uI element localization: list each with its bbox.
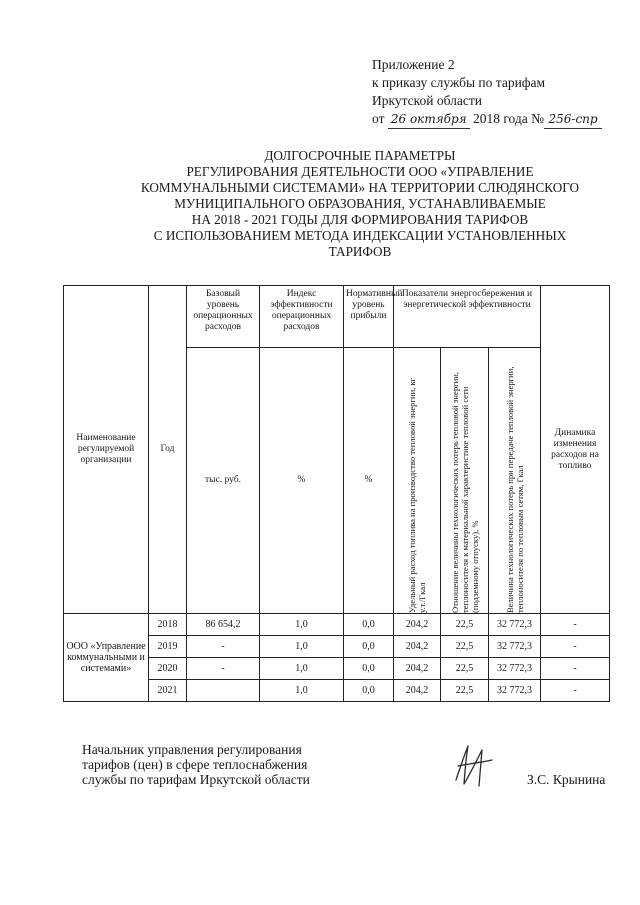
cell-index: 1,0 bbox=[260, 658, 344, 680]
appendix-date-line bbox=[372, 110, 634, 129]
cell-losses: 32 772,3 bbox=[489, 636, 541, 658]
title-line: ТАРИФОВ bbox=[328, 244, 392, 259]
cell-fuel: 204,2 bbox=[394, 614, 441, 636]
cell-profit: 0,0 bbox=[344, 614, 394, 636]
cell-base: - bbox=[187, 658, 260, 680]
signer-position-line: тарифов (цен) в сфере теплоснабжения bbox=[82, 757, 308, 772]
cell-year: 2019 bbox=[149, 636, 187, 658]
unit-profit: % bbox=[344, 348, 394, 614]
signer-name: З.С. Крынина bbox=[527, 772, 606, 787]
appendix-line-3: Иркутской области bbox=[372, 93, 483, 108]
cell-losses: 32 772,3 bbox=[489, 658, 541, 680]
cell-index: 1,0 bbox=[260, 636, 344, 658]
year-text: 2018 года № bbox=[472, 111, 545, 126]
cell-profit: 0,0 bbox=[344, 658, 394, 680]
handwritten-date: 26 октября bbox=[388, 110, 470, 129]
header-loss-ratio: Отношение величины технологических потерь тепловой энергии, теплоносителя к материальной характеристике тепловой сети (подземному отпуску), % bbox=[441, 348, 489, 614]
cell-ratio: 22,5 bbox=[441, 680, 489, 702]
cell-fuel: 204,2 bbox=[394, 636, 441, 658]
header-fuel-consumption: Удельный расход топлива на производство тепловой энергии, кг у.т./Гкал bbox=[394, 348, 441, 614]
from-prefix: от bbox=[372, 111, 385, 126]
cell-losses: 32 772,3 bbox=[489, 614, 541, 636]
cell-base bbox=[187, 680, 260, 702]
cell-base: - bbox=[187, 636, 260, 658]
appendix-line-1: Приложение 2 bbox=[372, 57, 455, 72]
cell-fuel: 204,2 bbox=[394, 680, 441, 702]
cell-dynamics: - bbox=[541, 680, 610, 702]
cell-profit: 0,0 bbox=[344, 680, 394, 702]
appendix-block bbox=[372, 56, 634, 129]
header-profit: Нормативный уровень прибыли bbox=[344, 286, 394, 348]
header-year: Год bbox=[149, 286, 187, 614]
cell-year: 2021 bbox=[149, 680, 187, 702]
header-base: Базовый уровень операционных расходов bbox=[187, 286, 260, 348]
parameters-table bbox=[63, 285, 610, 702]
header-heat-losses: Величина технологических потерь при передаче тепловой энергии, теплоносителя по тепловым сетям, Гкал bbox=[489, 348, 541, 614]
handwritten-signature bbox=[448, 740, 500, 795]
unit-index: % bbox=[260, 348, 344, 614]
cell-profit: 0,0 bbox=[344, 636, 394, 658]
handwritten-number: 256-спр bbox=[544, 110, 602, 129]
signer-position-line: Начальник управления регулирования bbox=[82, 742, 302, 757]
unit-base: тыс. руб. bbox=[187, 348, 260, 614]
org-name-cell: ООО «Управление коммунальными и системами» bbox=[64, 614, 149, 702]
cell-ratio: 22,5 bbox=[441, 658, 489, 680]
cell-losses: 32 772,3 bbox=[489, 680, 541, 702]
table-row bbox=[64, 614, 610, 636]
title-line: ДОЛГОСРОЧНЫЕ ПАРАМЕТРЫ bbox=[264, 148, 456, 163]
document-title bbox=[90, 148, 630, 260]
header-dynamics: Динамика изменения расходов на топливо bbox=[541, 286, 610, 614]
cell-base: 86 654,2 bbox=[187, 614, 260, 636]
cell-dynamics: - bbox=[541, 636, 610, 658]
signer-position-line: службы по тарифам Иркутской области bbox=[82, 772, 310, 787]
header-org: Наименование регулируемой организации bbox=[64, 286, 149, 614]
cell-dynamics: - bbox=[541, 614, 610, 636]
cell-ratio: 22,5 bbox=[441, 636, 489, 658]
header-index: Индекс эффективности операционных расходов bbox=[260, 286, 344, 348]
cell-fuel: 204,2 bbox=[394, 658, 441, 680]
header-energy-group: Показатели энергосбережения и энергетической эффективности bbox=[394, 286, 541, 348]
cell-year: 2020 bbox=[149, 658, 187, 680]
cell-index: 1,0 bbox=[260, 680, 344, 702]
title-line: КОММУНАЛЬНЫМИ СИСТЕМАМИ» НА ТЕРРИТОРИИ СЛЮДЯНСКОГО bbox=[140, 180, 580, 195]
appendix-line-2: к приказу службы по тарифам bbox=[372, 75, 546, 90]
title-line: НА 2018 - 2021 ГОДЫ ДЛЯ ФОРМИРОВАНИЯ ТАРИФОВ bbox=[191, 212, 529, 227]
cell-year: 2018 bbox=[149, 614, 187, 636]
cell-dynamics: - bbox=[541, 658, 610, 680]
cell-ratio: 22,5 bbox=[441, 614, 489, 636]
cell-index: 1,0 bbox=[260, 614, 344, 636]
signer-position bbox=[82, 742, 382, 787]
title-line: МУНИЦИПАЛЬНОГО ОБРАЗОВАНИЯ, УСТАНАВЛИВАЕМЫЕ bbox=[174, 196, 546, 211]
title-line: РЕГУЛИРОВАНИЯ ДЕЯТЕЛЬНОСТИ ООО «УПРАВЛЕНИЕ bbox=[186, 164, 534, 179]
title-line: С ИСПОЛЬЗОВАНИЕМ МЕТОДА ИНДЕКСАЦИИ УСТАНОВЛЕННЫХ bbox=[153, 228, 567, 243]
